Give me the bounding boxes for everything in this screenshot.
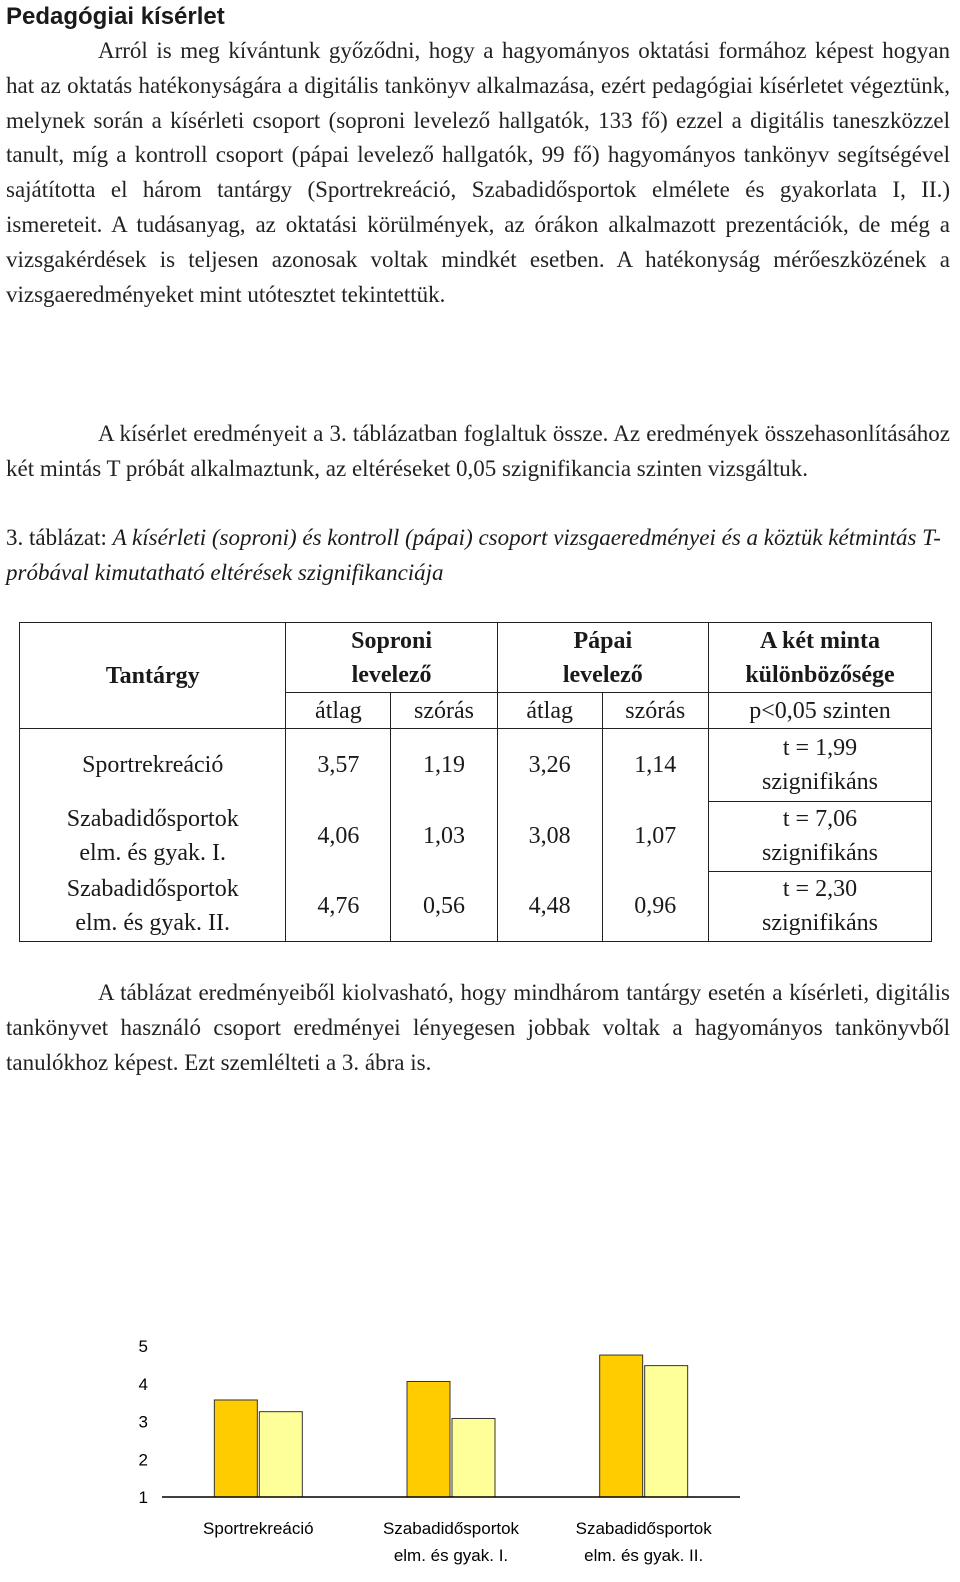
paragraph-intro: Arról is meg kívántunk győződni, hogy a hagyományos oktatási formához képest hogyan hat az oktatás hatékonyságára a digitális tankönyv alkalmazása, ezért pedagógiai kísérletet végeztünk, melynek során a kísérleti csoport (soproni levelező hallgatók, 133 fő) ezzel a digitális taneszközzel tanult, míg a kontroll csoport (pápai levelező hallgatók, 99 fő) hagyományos tankönyv segítségével sajátította el három tantárgy (Sportrekreáció, Szabadidősportok elmélete és gyakorlata I, II.) ismereteit. A tudásanyag, az oktatási körülmények, az órákon alkalmazott prezentációk, de még a vizsgakérdések is teljesen azonosak voltak mindkét esetben. A hatékonyság mérőeszközének a vizsgaeredményeket mint utótesztet tekintettük. bbox=[6, 38, 950, 307]
cell-difference bbox=[708, 871, 931, 941]
cell-difference bbox=[708, 801, 931, 871]
table-row bbox=[20, 729, 932, 801]
header-difference-line1: A két minta bbox=[759, 627, 880, 654]
header-papa-line1: Pápai bbox=[573, 627, 633, 654]
cell-papa-sd: 0,96 bbox=[602, 871, 708, 941]
chart-bar bbox=[600, 1355, 643, 1497]
cell-sopron-sd: 0,56 bbox=[391, 871, 497, 941]
subheader-sopron-mean: átlag bbox=[286, 693, 391, 729]
row-subject-line1: Sportrekreáció bbox=[82, 752, 224, 779]
header-papa-line2: levelező bbox=[562, 661, 643, 688]
y-tick-label: 2 bbox=[138, 1450, 148, 1470]
table-caption-label: 3. táblázat: bbox=[6, 525, 113, 550]
chart-bar bbox=[214, 1400, 257, 1497]
cell-sopron-mean: 4,06 bbox=[286, 801, 391, 871]
cell-sopron-mean: 4,76 bbox=[286, 871, 391, 941]
cell-significance: szignifikáns bbox=[762, 768, 878, 795]
cell-significance: szignifikáns bbox=[762, 910, 878, 937]
table-caption bbox=[6, 520, 950, 590]
x-category-label: elm. és gyak. II. bbox=[584, 1546, 704, 1565]
row-subject-line1: Szabadidősportok bbox=[66, 876, 239, 903]
row-subject bbox=[20, 729, 286, 801]
chart-bar bbox=[645, 1366, 688, 1497]
row-subject bbox=[20, 801, 286, 871]
paragraph-conclusion: A táblázat eredményeiből kiolvasható, hogy mindhárom tantárgy esetén a kísérleti, digitális tankönyvet használó csoport eredményei lényegesen jobbak voltak a hagyományos tankönyvből tanulókhoz képest. Ezt szemlélteti a 3. ábra is. bbox=[6, 980, 950, 1075]
row-subject-line1: Szabadidősportok bbox=[66, 806, 239, 833]
y-tick-label: 5 bbox=[138, 1337, 148, 1356]
cell-t-value: t = 1,99 bbox=[782, 734, 858, 761]
header-sopron bbox=[286, 623, 497, 693]
cell-t-value: t = 2,30 bbox=[782, 876, 858, 903]
y-tick-label: 3 bbox=[138, 1412, 148, 1432]
x-category-label: Szabadidősportok bbox=[575, 1519, 712, 1538]
x-category-label: Szabadidősportok bbox=[382, 1519, 520, 1538]
subheader-level: p<0,05 szinten bbox=[708, 693, 931, 729]
header-sopron-line1: Soproni bbox=[351, 627, 433, 654]
row-subject-line2: elm. és gyak. I. bbox=[79, 840, 227, 867]
row-subject-line2: elm. és gyak. II. bbox=[75, 910, 231, 937]
header-difference bbox=[708, 623, 931, 693]
cell-papa-mean: 3,08 bbox=[497, 801, 602, 871]
cell-papa-mean: 3,26 bbox=[497, 729, 602, 801]
chart-bar bbox=[407, 1381, 450, 1497]
x-category-label: Sportrekreáció bbox=[203, 1519, 314, 1538]
y-tick-label: 1 bbox=[138, 1488, 148, 1507]
row-subject bbox=[20, 871, 286, 941]
subheader-sopron-sd: szórás bbox=[391, 693, 497, 729]
cell-papa-sd: 1,14 bbox=[602, 729, 708, 801]
section-title: Pedagógiai kísérlet bbox=[6, 3, 225, 30]
header-difference-line2: különbözősége bbox=[745, 661, 895, 688]
cell-sopron-mean: 3,57 bbox=[286, 729, 391, 801]
chart-bar bbox=[259, 1412, 302, 1497]
chart-bar bbox=[452, 1418, 495, 1497]
cell-papa-mean: 4,48 bbox=[497, 871, 602, 941]
header-subject: Tantárgy bbox=[20, 623, 286, 729]
table-row bbox=[20, 801, 932, 871]
table-row bbox=[20, 871, 932, 941]
subheader-papa-sd: szórás bbox=[602, 693, 708, 729]
cell-sopron-sd: 1,19 bbox=[391, 729, 497, 801]
paragraph-results: A kísérlet eredményeit a 3. táblázatban foglaltuk össze. Az eredmények összehasonlításához két mintás T próbát alkalmaztunk, az eltéréseket 0,05 szignifikancia szinten vizsgáltuk. bbox=[6, 421, 950, 481]
results-bar-chart bbox=[120, 1320, 760, 1582]
x-category-label: elm. és gyak. I. bbox=[393, 1546, 509, 1565]
table-caption-title: A kísérleti (soproni) és kontroll (pápai) csoport vizsgaeredményei és a köztük kétmintás T-próbával kimutatható eltérések szignifikanciája bbox=[6, 525, 941, 585]
header-sopron-line2: levelező bbox=[351, 661, 432, 688]
cell-papa-sd: 1,07 bbox=[602, 801, 708, 871]
results-table bbox=[19, 622, 932, 942]
y-tick-label: 4 bbox=[138, 1374, 148, 1394]
cell-difference bbox=[708, 729, 931, 801]
cell-significance: szignifikáns bbox=[762, 840, 878, 867]
cell-t-value: t = 7,06 bbox=[782, 806, 858, 833]
cell-sopron-sd: 1,03 bbox=[391, 801, 497, 871]
header-papa bbox=[497, 623, 708, 693]
subheader-papa-mean: átlag bbox=[497, 693, 602, 729]
